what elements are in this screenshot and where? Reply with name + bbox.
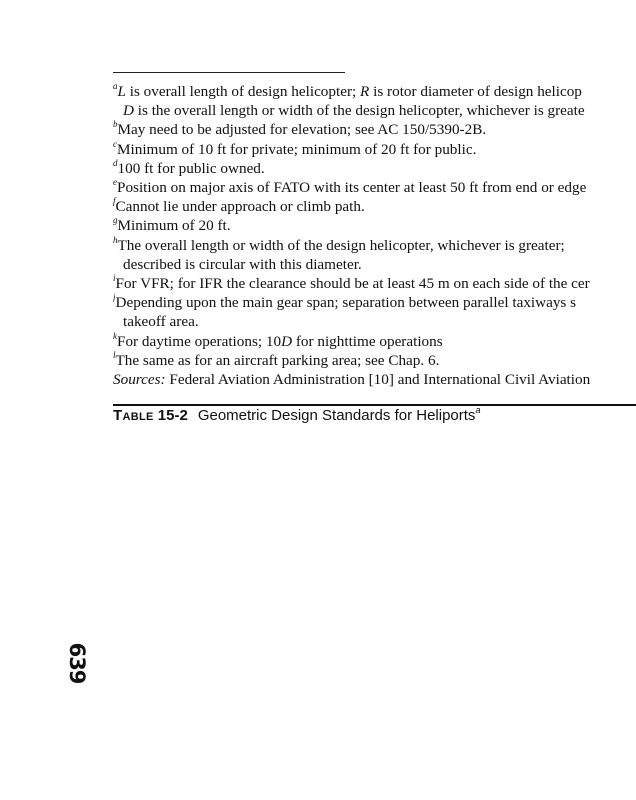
footnote-text: 100 ft for public owned. [117,159,265,177]
footnote-text: is overall length of design helicopter; [125,83,361,100]
footnote-d [113,159,636,178]
footnote-text: Minimum of 10 ft for private; minimum of 20 ft for public. [117,140,477,158]
table-label: Table [113,407,154,424]
footnote-text: for nighttime operations [292,332,443,350]
footnote-b [113,120,636,139]
footnote-a [113,82,636,120]
footnote-continuation: takeoff area. [123,313,199,331]
footnote-var: L [117,83,126,100]
footnote-text: Cannot lie under approach or climb path. [115,198,365,216]
footnote-mark: j [113,293,116,303]
footnote-mark: c [113,139,117,149]
footnote-e [113,178,636,197]
caption-mark: a [475,405,481,415]
footnote-text: The overall length or width of the design helicopter, whichever is greater; [117,236,565,254]
footnote-mark: g [113,216,118,226]
table-footnotes [113,82,636,389]
footnote-var: D [123,102,134,120]
footnote-text: For VFR; for IFR the clearance should be at least 45 m on each side of the cer [115,275,590,293]
footnote-text: is rotor diameter of design helicop [369,83,582,100]
footnote-text: For daytime operations; 10 [117,332,282,350]
footnote-f [113,197,636,216]
footnote-var: R [360,83,370,100]
footnote-g [113,216,636,235]
footnote-text: Depending upon the main gear span; separation between parallel taxiways s [115,294,577,312]
footnote-mark: l [113,350,116,360]
footnote-continuation: described is circular with this diameter. [123,255,362,273]
footnote-text: The same as for an aircraft parking area; see Chap. 6. [115,351,440,369]
footnote-j [113,293,636,331]
footnote-mark: i [113,274,116,283]
footnote-mark: k [113,331,117,341]
footnote-text: is the overall length or width of the design helicopter, whichever is greate [133,102,585,120]
footnote-k [113,332,636,351]
footnote-var: D [281,332,293,350]
sources-text: Federal Aviation Administration [10] and International Civil Aviation [165,371,591,389]
table-number: 15-2 [157,407,188,424]
footnote-mark: d [113,158,118,168]
table-title: Geometric Design Standards for Heliports [197,407,476,424]
footnote-mark: e [113,178,117,187]
footnote-i [113,274,636,293]
footnote-mark: a [113,82,118,91]
footnote-text: Position on major axis of FATO with its center at least 50 ft from end or edge [117,179,587,197]
sources-label: Sources: [113,371,166,389]
footnote-mark: h [113,235,118,245]
footnote-mark: b [113,120,118,130]
footnote-h [113,236,636,274]
footnote-rule [113,72,345,73]
sources-line [113,370,636,389]
table-caption [113,406,480,426]
footnote-c [113,140,636,159]
page-number: 639 [65,642,89,684]
footnote-continuation [113,101,636,120]
footnote-text: May need to be adjusted for elevation; see AC 150/5390-2B. [117,121,487,139]
footnote-text: Minimum of 20 ft. [117,217,231,235]
footnote-l [113,351,636,370]
footnote-mark: f [113,197,116,207]
